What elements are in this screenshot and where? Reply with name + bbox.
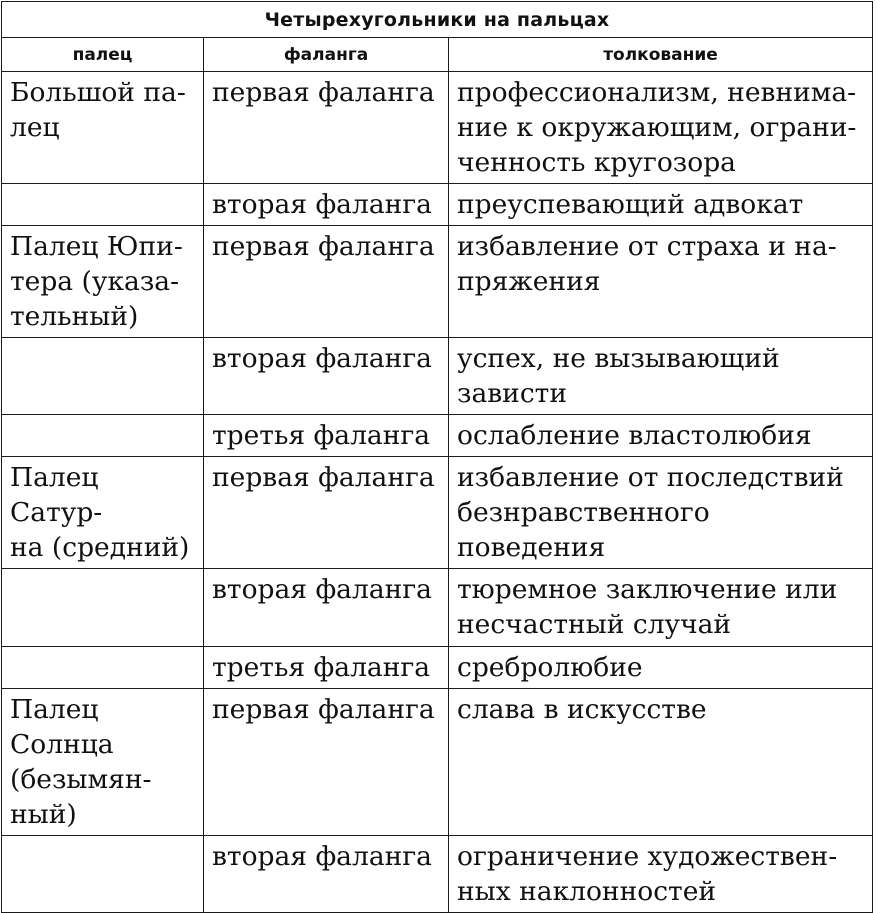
cell-phalanx: третья фаланга [204,647,449,689]
table-row [2,338,873,415]
cell-meaning: преуспевающий адвокат [449,184,873,226]
cell-meaning: ограничение художествен- ных наклонностей [449,836,873,913]
cell-phalanx: первая фаланга [204,226,449,338]
cell-finger: Большой па- лец [2,72,204,184]
table-row [2,184,873,226]
cell-phalanx: вторая фаланга [204,338,449,415]
table-row [2,836,873,913]
cell-meaning: слава в искусстве [449,689,873,836]
cell-phalanx: первая фаланга [204,457,449,569]
header-finger: палец [2,38,204,72]
cell-phalanx: вторая фаланга [204,569,449,647]
table-row [2,415,873,457]
table-row [2,72,873,184]
cell-finger: Палец Юпи- тера (указа- тельный) [2,226,204,338]
cell-meaning: профессионализм, невнима- ние к окружающим, ограни- ченность кругозора [449,72,873,184]
cell-meaning: ослабление властолюбия [449,415,873,457]
table-title: Четырехугольники на пальцах [2,2,873,38]
table-row [2,689,873,836]
cell-phalanx: третья фаланга [204,415,449,457]
cell-finger [2,415,204,457]
cell-phalanx: первая фаланга [204,689,449,836]
table-row [2,457,873,569]
cell-meaning: успех, не вызывающий зависти [449,338,873,415]
cell-finger [2,338,204,415]
table-row [2,569,873,647]
header-phalanx: фаланга [204,38,449,72]
cell-finger: Палец Сатур- на (средний) [2,457,204,569]
cell-meaning: тюремное заключение или несчастный случай [449,569,873,647]
cell-meaning: сребролюбие [449,647,873,689]
table-title-row [2,2,873,38]
cell-phalanx: вторая фаланга [204,184,449,226]
cell-finger [2,184,204,226]
cell-meaning: избавление от страха и на- пряжения [449,226,873,338]
cell-phalanx: первая фаланга [204,72,449,184]
table-row [2,647,873,689]
cell-finger: Палец Солнца (безымян- ный) [2,689,204,836]
table-row [2,226,873,338]
cell-finger [2,569,204,647]
table-header-row [2,38,873,72]
finger-quadrangles-table [1,1,873,913]
cell-finger [2,836,204,913]
cell-finger [2,647,204,689]
cell-meaning: избавление от последствий безнравственного поведения [449,457,873,569]
cell-phalanx: вторая фаланга [204,836,449,913]
header-meaning: толкование [449,38,873,72]
